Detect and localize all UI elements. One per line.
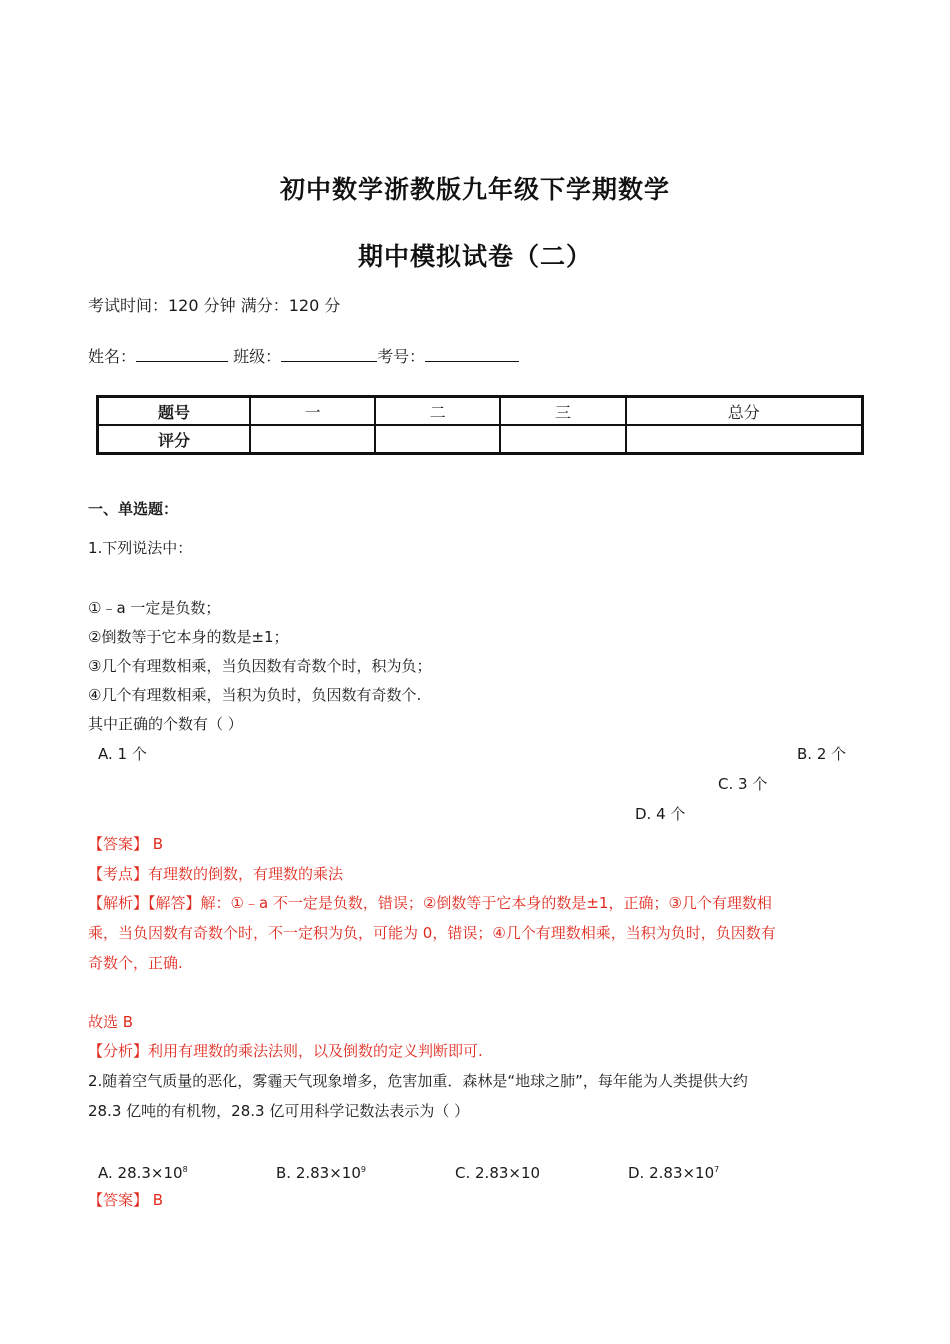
q1-answer bbox=[88, 834, 163, 854]
score-table-cell: 二 bbox=[375, 397, 500, 425]
score-input-cell[interactable] bbox=[500, 425, 625, 453]
q1-item: ④几个有理数相乘，当积为负时，负因数有奇数个. bbox=[88, 686, 422, 704]
score-input-cell[interactable] bbox=[375, 425, 500, 453]
score-table-cell: 题号 bbox=[98, 397, 250, 425]
q2-stem-line: 2.随着空气质量的恶化，雾霾天气现象增多，危害加重．森林是“地球之肺”，每年能为人类提供大约 bbox=[88, 1072, 748, 1090]
answer-value: B bbox=[148, 1191, 164, 1209]
id-label: 考号： bbox=[377, 347, 426, 366]
q2-answer bbox=[88, 1190, 163, 1210]
q1-option-b[interactable]: B. 2 个 bbox=[797, 745, 847, 763]
section-heading: 一、单选题： bbox=[88, 500, 179, 518]
name-label: 姓名： bbox=[88, 347, 137, 366]
score-table-cell: 评分 bbox=[98, 425, 250, 453]
option-exponent: 7 bbox=[714, 1165, 720, 1174]
q2-stem-line: 28.3 亿吨的有机物，28.3 亿可用科学记数法表示为（ ） bbox=[88, 1102, 470, 1120]
fenxi-text: 利用有理数的乘法法则，以及倒数的定义判断即可. bbox=[148, 1042, 483, 1060]
q1-stem: 1.下列说法中： bbox=[88, 539, 193, 557]
answer-value: B bbox=[148, 835, 164, 853]
score-input-cell[interactable] bbox=[250, 425, 375, 453]
student-fields bbox=[88, 347, 519, 367]
q1-analysis-line: 【解析】【解答】解：①﹣a 不一定是负数，错误；②倒数等于它本身的数是±1，正确；③几个有理数相 bbox=[88, 894, 772, 912]
fenxi-tag: 【分析】 bbox=[88, 1042, 149, 1060]
class-blank[interactable] bbox=[281, 347, 377, 362]
q2-option-a[interactable] bbox=[98, 1160, 188, 1183]
q1-item: ①﹣a 一定是负数； bbox=[88, 599, 221, 617]
q2-option-c[interactable] bbox=[455, 1160, 540, 1183]
q1-analysis-line: 乘，当负因数有奇数个时，不一定积为负，可能为 0，错误；④几个有理数相乘，当积为负时，负因数有 bbox=[88, 924, 776, 942]
score-table-score-row bbox=[98, 425, 862, 453]
option-base: D. 2.83×10 bbox=[628, 1164, 715, 1182]
q1-option-c[interactable]: C. 3 个 bbox=[718, 775, 768, 793]
q1-conclusion: 故选 B bbox=[88, 1013, 134, 1031]
q1-question: 其中正确的个数有（ ） bbox=[88, 715, 243, 733]
q2-option-d[interactable] bbox=[628, 1160, 719, 1183]
name-blank[interactable] bbox=[136, 347, 228, 362]
q1-item: ③几个有理数相乘，当负因数有奇数个时，积为负； bbox=[88, 657, 432, 675]
option-base: A. 28.3×10 bbox=[98, 1164, 183, 1182]
point-tag: 【考点】 bbox=[88, 865, 149, 883]
q1-item: ②倒数等于它本身的数是±1； bbox=[88, 628, 289, 646]
answer-tag: 【答案】 bbox=[88, 835, 149, 853]
q1-fenxi bbox=[88, 1041, 483, 1061]
q1-option-a[interactable]: A. 1 个 bbox=[98, 745, 147, 763]
score-input-cell[interactable] bbox=[626, 425, 862, 453]
option-base: C. 2.83×10 bbox=[455, 1164, 541, 1182]
option-exponent: 8 bbox=[182, 1165, 188, 1174]
answer-tag: 【答案】 bbox=[88, 1191, 149, 1209]
q1-option-d[interactable]: D. 4 个 bbox=[635, 805, 686, 823]
score-table-cell: 三 bbox=[500, 397, 625, 425]
score-table-cell: 总分 bbox=[626, 397, 862, 425]
exam-info: 考试时间：120 分钟 满分：120 分 bbox=[88, 296, 341, 315]
id-blank[interactable] bbox=[425, 347, 519, 362]
score-table-cell: 一 bbox=[250, 397, 375, 425]
class-label: 班级： bbox=[233, 347, 282, 366]
q1-point bbox=[88, 864, 343, 884]
point-text: 有理数的倒数，有理数的乘法 bbox=[148, 865, 344, 883]
option-exponent: 9 bbox=[360, 1165, 366, 1174]
score-table bbox=[96, 395, 864, 455]
q1-analysis-line: 奇数个，正确. bbox=[88, 954, 183, 972]
page-subtitle: 期中模拟试卷（二） bbox=[357, 242, 592, 271]
option-base: B. 2.83×10 bbox=[276, 1164, 361, 1182]
page-title: 初中数学浙教版九年级下学期数学 bbox=[279, 175, 670, 204]
q2-option-b[interactable] bbox=[276, 1160, 366, 1183]
score-table-header-row bbox=[98, 397, 862, 425]
